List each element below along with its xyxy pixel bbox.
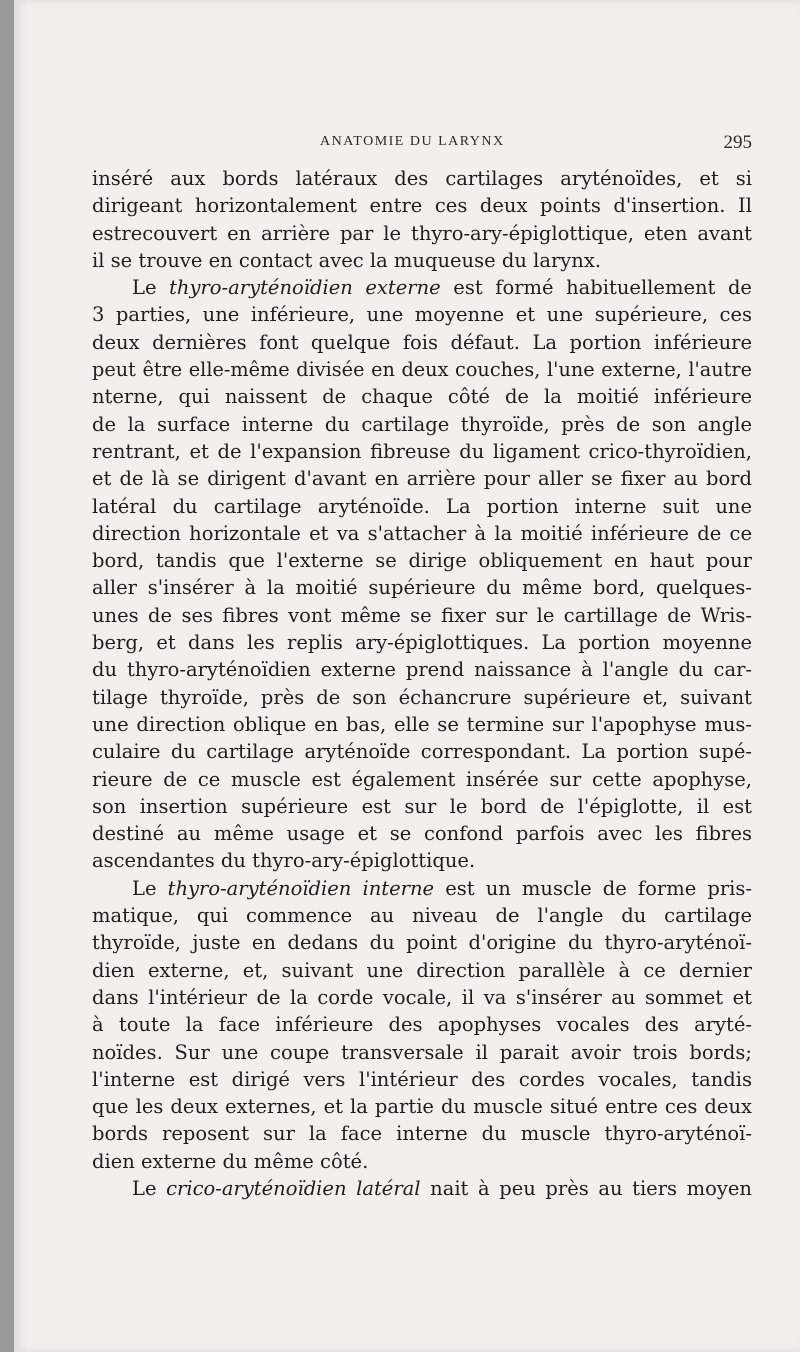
line-text: deux dernières font quelque fois défaut. La portion inférieure	[92, 330, 752, 354]
line-text: rieure de ce muscle est également insérée sur cette apophyse,	[92, 767, 752, 791]
line-text: son insertion supérieure est sur le bord de l'épiglotte, il est	[92, 794, 752, 818]
line-text: à toute la face inférieure des apophyses vocales des aryté-	[92, 1013, 752, 1037]
text-line	[92, 766, 752, 793]
text-line	[92, 902, 752, 929]
text-line	[92, 301, 752, 328]
book-page	[14, 0, 800, 1352]
text-line	[92, 220, 752, 247]
italic-term: thyro-aryténoïdien externe	[169, 276, 441, 300]
text-line	[92, 520, 752, 547]
text-line	[92, 738, 752, 765]
text-line	[92, 547, 752, 574]
line-text: nait à peu près au tiers moyen	[420, 1176, 752, 1200]
line-text: thyroïde, juste en dedans du point d'origine du thyro-aryténoï-	[92, 931, 752, 955]
line-text: une direction oblique en bas, elle se termine sur l'apophyse mus-	[92, 712, 752, 736]
text-line	[92, 875, 752, 902]
italic-term: thyro-aryténoïdien interne	[167, 876, 435, 900]
line-text: peut être elle-même divisée en deux couches, l'une externe, l'autre	[92, 358, 752, 382]
line-text: rentrant, et de l'expansion fibreuse du ligament crico-thyroïdien,	[92, 439, 752, 463]
line-text: unes de ses fibres vont même se fixer sur le cartillage de Wris-	[92, 603, 752, 627]
line-text: Le	[132, 1176, 167, 1200]
text-line	[92, 192, 752, 219]
text-line	[92, 383, 752, 410]
line-text: latéral du cartilage aryténoïde. La portion interne suit une	[92, 494, 752, 518]
line-text: dien externe du même côté.	[92, 1149, 369, 1173]
line-text: nterne, qui naissent de chaque côté de la moitié inférieure	[92, 385, 752, 409]
text-line	[92, 820, 752, 847]
line-text: tilage thyroïde, près de son échancrure supérieure et, suivant	[92, 685, 752, 709]
page-number: 295	[723, 132, 752, 153]
text-line	[92, 356, 752, 383]
text-line	[92, 1039, 752, 1066]
line-text: inséré aux bords latéraux des cartilages aryténoïdes, et si	[92, 167, 752, 190]
text-line	[92, 793, 752, 820]
line-text: que les deux externes, et la partie du muscle situé entre ces deux	[92, 1095, 752, 1119]
line-text: bords reposent sur la face interne du muscle thyro-aryténoï-	[92, 1122, 752, 1146]
text-line	[92, 411, 752, 438]
text-line	[92, 574, 752, 601]
text-line	[92, 1120, 752, 1147]
line-text: berg, et dans les replis ary-épiglottiques. La portion moyenne	[92, 631, 752, 655]
text-line	[92, 1011, 752, 1038]
line-text: l'interne est dirigé vers l'intérieur des cordes vocales, tandis	[92, 1067, 752, 1091]
line-text: noïdes. Sur une coupe transversale il parait avoir trois bords;	[92, 1040, 752, 1064]
text-line	[92, 165, 752, 192]
text-line	[92, 1093, 752, 1120]
text-line	[92, 493, 752, 520]
line-text: du thyro-aryténoïdien externe prend naissance à l'angle du car-	[92, 658, 752, 682]
text-line	[92, 684, 752, 711]
line-text: bord, tandis que l'externe se dirige obliquement en haut pour	[92, 549, 752, 573]
text-line	[92, 984, 752, 1011]
text-line	[92, 1066, 752, 1093]
line-text: de la surface interne du cartilage thyroïde, près de son angle	[92, 412, 752, 436]
text-line	[92, 656, 752, 683]
line-text: et de là se dirigent d'avant en arrière pour aller se fixer au bord	[92, 467, 752, 491]
text-line	[92, 602, 752, 629]
page-header	[92, 132, 752, 158]
line-text: estrecouvert en arrière par le thyro-ary-épiglottique, eten avant	[92, 221, 752, 245]
text-line	[92, 711, 752, 738]
line-text: est formé habituellement de	[440, 276, 752, 300]
line-text: 3 parties, une inférieure, une moyenne et une supérieure, ces	[92, 303, 752, 327]
line-text: est un muscle de forme pris-	[434, 876, 752, 900]
line-text: aller s'insérer à la moitié supérieure du même bord, quelques-	[92, 576, 752, 600]
line-text: destiné au même usage et se confond parfois avec les fibres	[92, 822, 752, 846]
line-text: dans l'intérieur de la corde vocale, il va s'insérer au sommet et	[92, 985, 752, 1009]
line-text: dien externe, et, suivant une direction parallèle à ce dernier	[92, 958, 752, 982]
line-text: Le	[132, 876, 168, 900]
text-line	[92, 329, 752, 356]
text-line	[92, 629, 752, 656]
line-text: matique, qui commence au niveau de l'angle du cartilage	[92, 904, 752, 928]
line-text: Le	[132, 276, 170, 300]
line-text: dirigeant horizontalement entre ces deux points d'insertion. Il	[92, 194, 752, 218]
text-line	[92, 847, 752, 874]
text-line	[92, 1175, 752, 1202]
text-line	[92, 465, 752, 492]
text-line	[92, 929, 752, 956]
line-text: ascendantes du thyro-ary-épiglottique.	[92, 849, 476, 873]
running-head: ANATOMIE DU LARYNX	[320, 134, 505, 149]
line-text: il se trouve en contact avec la muqueuse du larynx.	[92, 248, 602, 272]
text-line	[92, 957, 752, 984]
italic-term: crico-aryténoïdien latéral	[166, 1176, 421, 1200]
text-line	[92, 1148, 752, 1175]
body-text	[92, 165, 752, 1202]
text-line	[92, 438, 752, 465]
text-line	[92, 274, 752, 301]
text-line	[92, 247, 752, 274]
line-text: culaire du cartilage aryténoïde correspondant. La portion supé-	[92, 740, 752, 764]
line-text: direction horizontale et va s'attacher à la moitié inférieure de ce	[92, 521, 752, 545]
